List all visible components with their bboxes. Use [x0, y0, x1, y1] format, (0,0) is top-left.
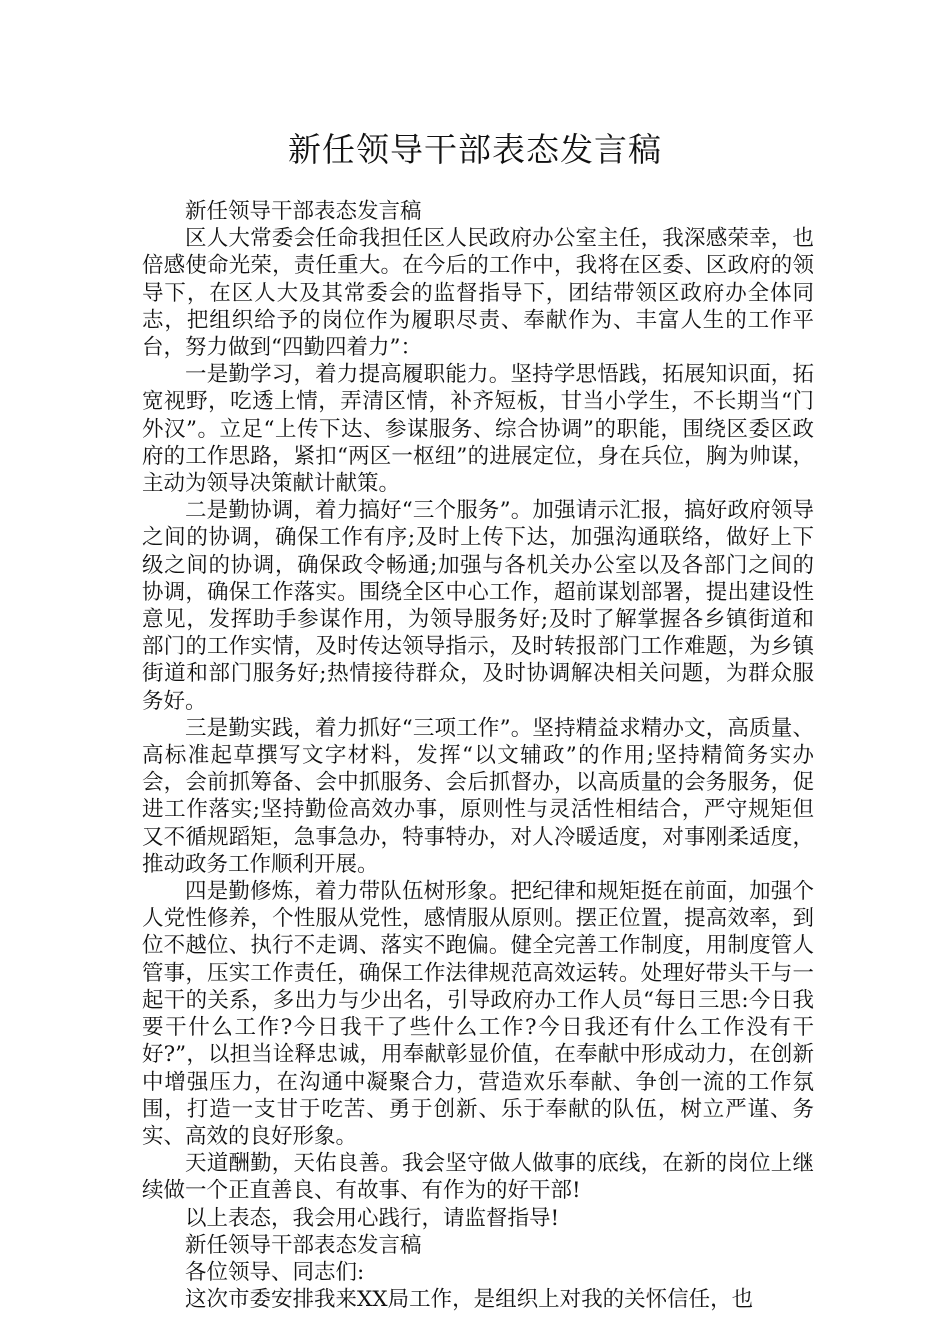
point-three-paragraph: 三是勤实践，着力抓好“三项工作”。坚持精益求精办文，高质量、高标准起草撰写文字材料，发挥“以文辅政”的作用;坚持精简务实办会，会前抓筹备、会中抓服务、会后抓督办，以高质量的会务服务，促进工作落实;坚持勤俭高效办事，原则性与灵活性相结合，严守规矩但又不循规蹈矩，急事急办，特事特办，对人冷暖适度，对事刚柔适度，推动政务工作顺利开展。	[142, 715, 814, 877]
commitment-paragraph: 以上表态，我会用心践行，请监督指导!	[185, 1205, 560, 1231]
closing-paragraph: 天道酬勤，天佑良善。我会坚守做人做事的底线，在新的岗位上继续做一个正直善良、有故事、有作为的好干部!	[142, 1151, 814, 1204]
document-title: 新任领导干部表态发言稿	[288, 130, 662, 169]
point-two-paragraph: 二是勤协调，着力搞好“三个服务”。加强请示汇报，搞好政府领导之间的协调，确保工作有序;及时上传下达，加强沟通联络，做好上下级之间的协调，确保政令畅通;加强与各机关办公室以及各部门之间的协调，确保工作落实。围绕全区中心工作，超前谋划部署，提出建设性意见，发挥助手参谋作用，为领导服务好;及时了解掌握各乡镇街道和部门的工作实情，及时传达领导指示，及时转报部门工作难题，为乡镇街道和部门服务好;热情接待群众，及时协调解决相关问题，为群众服务好。	[142, 498, 814, 714]
salutation-paragraph: 各位领导、同志们:	[185, 1259, 365, 1285]
second-speech-opening: 这次市委安排我来XX局工作，是组织上对我的关怀信任，也	[185, 1287, 754, 1313]
point-four-paragraph: 四是勤修炼，着力带队伍树形象。把纪律和规矩挺在前面，加强个人党性修养，个性服从党性，感情服从原则。摆正位置，提高效率，到位不越位、执行不走调、落实不跑偏。健全完善工作制度，用制度管人管事，压实工作责任，确保工作法律规范高效运转。处理好带头干与一起干的关系，多出力与少出名，引导政府办工作人员“每日三思:今日我要干什么工作?今日我干了些什么工作?今日我还有什么工作没有干好?”，以担当诠释忠诚，用奉献彰显价值，在奉献中形成动力，在创新中增强压力，在沟通中凝聚合力，营造欢乐奉献、争创一流的工作氛围，打造一支甘于吃苦、勇于创新、乐于奉献的队伍，树立严谨、务实、高效的良好形象。	[142, 879, 814, 1149]
intro-paragraph: 区人大常委会任命我担任区人民政府办公室主任，我深感荣幸，也倍感使命光荣，责任重大。在今后的工作中，我将在区委、区政府的领导下，在区人大及其常委会的监督指导下，团结带领区政府办全体同志，把组织给予的岗位作为履职尽责、奉献作为、丰富人生的工作平台，努力做到“四勤四着力”：	[142, 226, 814, 361]
second-speech-title: 新任领导干部表态发言稿	[185, 1232, 422, 1258]
document-body	[142, 198, 814, 1313]
subtitle-paragraph: 新任领导干部表态发言稿	[185, 199, 422, 224]
point-one-paragraph: 一是勤学习，着力提高履职能力。坚持学思悟践，拓展知识面，拓宽视野，吃透上情，弄清区情，补齐短板，甘当小学生，不长期当“门外汉”。立足“上传下达、参谋服务、综合协调”的职能，围绕区委区政府的工作思路，紧扣“两区一枢纽”的进展定位，身在兵位，胸为帅谋，主动为领导决策献计献策。	[142, 362, 814, 497]
